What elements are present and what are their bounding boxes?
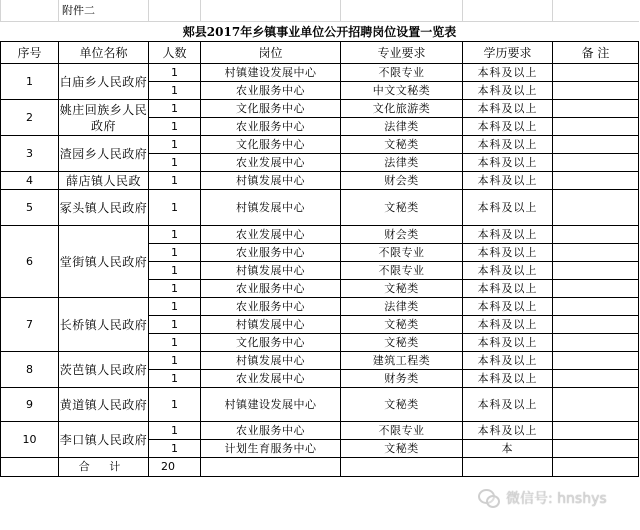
count-cell[interactable]: 1 <box>149 136 201 154</box>
major-cell[interactable]: 文秘类 <box>341 280 463 298</box>
seq-cell[interactable]: 6 <box>1 226 59 298</box>
position-cell[interactable]: 农业服务中心 <box>201 118 341 136</box>
major-cell[interactable]: 文秘类 <box>341 136 463 154</box>
total-row <box>1 458 639 477</box>
position-cell[interactable]: 文化服务中心 <box>201 334 341 352</box>
education-cell[interactable]: 本科及以上 <box>463 100 553 118</box>
education-cell[interactable]: 本科及以上 <box>463 262 553 280</box>
count-cell[interactable]: 1 <box>149 388 201 422</box>
position-cell[interactable]: 村镇发展中心 <box>201 316 341 334</box>
position-cell[interactable]: 文化服务中心 <box>201 136 341 154</box>
seq-cell[interactable]: 5 <box>1 190 59 226</box>
count-cell[interactable]: 1 <box>149 100 201 118</box>
major-cell[interactable]: 财会类 <box>341 226 463 244</box>
education-cell[interactable]: 本科及以上 <box>463 422 553 440</box>
seq-cell[interactable]: 1 <box>1 64 59 100</box>
total-seq-cell[interactable] <box>1 458 59 477</box>
cell-a1[interactable] <box>1 0 59 22</box>
count-cell[interactable]: 1 <box>149 352 201 370</box>
position-cell[interactable]: 农业发展中心 <box>201 226 341 244</box>
seq-cell[interactable]: 2 <box>1 100 59 136</box>
remarks-cell[interactable] <box>553 440 639 458</box>
position-cell[interactable]: 文化服务中心 <box>201 100 341 118</box>
count-cell[interactable]: 1 <box>149 298 201 316</box>
count-cell[interactable]: 1 <box>149 280 201 298</box>
header-seq[interactable]: 序号 <box>1 42 59 64</box>
education-cell[interactable]: 本科及以上 <box>463 370 553 388</box>
header-row <box>1 42 639 64</box>
remarks-cell[interactable] <box>553 298 639 316</box>
table-row <box>1 136 639 154</box>
table-row <box>1 190 639 226</box>
remarks-cell[interactable] <box>553 118 639 136</box>
remarks-cell[interactable] <box>553 64 639 82</box>
remarks-cell[interactable] <box>553 226 639 244</box>
header-unit[interactable]: 单位名称 <box>59 42 149 64</box>
seq-cell[interactable]: 4 <box>1 172 59 190</box>
major-cell[interactable]: 财务类 <box>341 370 463 388</box>
major-cell[interactable]: 文秘类 <box>341 316 463 334</box>
education-cell[interactable]: 本科及以上 <box>463 136 553 154</box>
position-cell[interactable]: 计划生育服务中心 <box>201 440 341 458</box>
count-cell[interactable]: 1 <box>149 190 201 226</box>
cell-f1[interactable] <box>463 0 553 22</box>
education-cell[interactable]: 本科及以上 <box>463 172 553 190</box>
header-remarks[interactable]: 备 注 <box>553 42 639 64</box>
major-cell[interactable]: 中文文秘类 <box>341 82 463 100</box>
remarks-cell[interactable] <box>553 154 639 172</box>
table-row <box>1 64 639 82</box>
remarks-cell[interactable] <box>553 316 639 334</box>
total-major-cell[interactable] <box>341 458 463 477</box>
position-cell[interactable]: 村镇建设发展中心 <box>201 388 341 422</box>
education-cell[interactable]: 本科及以上 <box>463 244 553 262</box>
major-cell[interactable]: 文化旅游类 <box>341 100 463 118</box>
remarks-cell[interactable] <box>553 422 639 440</box>
position-cell[interactable]: 农业服务中心 <box>201 82 341 100</box>
unit-cell[interactable]: 茨芭镇人民政府 <box>59 352 149 388</box>
remarks-cell[interactable] <box>553 370 639 388</box>
annex-label[interactable]: 附件二 <box>59 0 149 22</box>
cell-c1[interactable] <box>149 0 201 22</box>
major-cell[interactable]: 文秘类 <box>341 388 463 422</box>
unit-cell[interactable]: 黄道镇人民政府 <box>59 388 149 422</box>
seq-cell[interactable]: 9 <box>1 388 59 422</box>
education-cell[interactable]: 本科及以上 <box>463 190 553 226</box>
seq-cell[interactable]: 3 <box>1 136 59 172</box>
major-cell[interactable]: 文秘类 <box>341 440 463 458</box>
sheet-title[interactable]: 郏县2017年乡镇事业单位公开招聘岗位设置一览表 <box>182 24 457 39</box>
table-row <box>1 388 639 422</box>
major-cell[interactable]: 不限专业 <box>341 422 463 440</box>
total-remarks-cell[interactable] <box>553 458 639 477</box>
count-cell[interactable]: 1 <box>149 64 201 82</box>
position-cell[interactable]: 农业服务中心 <box>201 280 341 298</box>
count-cell[interactable]: 1 <box>149 422 201 440</box>
position-cell[interactable]: 村镇发展中心 <box>201 190 341 226</box>
table-row <box>1 352 639 370</box>
annex-row <box>1 0 639 22</box>
unit-cell[interactable]: 冢头镇人民政府 <box>59 190 149 226</box>
education-cell[interactable]: 本科及以上 <box>463 64 553 82</box>
remarks-cell[interactable] <box>553 280 639 298</box>
education-cell[interactable]: 本科及以上 <box>463 82 553 100</box>
seq-cell[interactable]: 7 <box>1 298 59 352</box>
position-cell[interactable]: 农业服务中心 <box>201 298 341 316</box>
count-cell[interactable]: 1 <box>149 154 201 172</box>
remarks-cell[interactable] <box>553 244 639 262</box>
remarks-cell[interactable] <box>553 334 639 352</box>
remarks-cell[interactable] <box>553 82 639 100</box>
remarks-cell[interactable] <box>553 352 639 370</box>
education-cell[interactable]: 本科及以上 <box>463 298 553 316</box>
count-cell[interactable]: 1 <box>149 118 201 136</box>
major-cell[interactable]: 不限专业 <box>341 244 463 262</box>
seq-cell[interactable]: 10 <box>1 422 59 458</box>
remarks-cell[interactable] <box>553 262 639 280</box>
unit-cell[interactable]: 长桥镇人民政府 <box>59 298 149 352</box>
table-row <box>1 298 639 316</box>
count-cell[interactable]: 1 <box>149 316 201 334</box>
count-cell[interactable]: 1 <box>149 244 201 262</box>
unit-cell[interactable]: 堂街镇人民政府 <box>59 226 149 298</box>
header-count[interactable]: 人数 <box>149 42 201 64</box>
education-cell[interactable]: 本科及以上 <box>463 334 553 352</box>
major-cell[interactable]: 文秘类 <box>341 190 463 226</box>
education-cell[interactable]: 本科及以上 <box>463 118 553 136</box>
cell-g1[interactable] <box>553 0 639 22</box>
header-education[interactable]: 学历要求 <box>463 42 553 64</box>
wechat-icon <box>478 489 500 507</box>
unit-cell[interactable]: 李口镇人民政府 <box>59 422 149 458</box>
major-cell[interactable]: 法律类 <box>341 118 463 136</box>
count-cell[interactable]: 1 <box>149 334 201 352</box>
total-label[interactable]: 合 计 <box>59 458 149 477</box>
major-cell[interactable]: 法律类 <box>341 154 463 172</box>
major-cell[interactable]: 文秘类 <box>341 334 463 352</box>
total-value[interactable]: 20 <box>149 458 201 477</box>
position-cell[interactable]: 农业发展中心 <box>201 154 341 172</box>
unit-cell[interactable]: 白庙乡人民政府 <box>59 64 149 100</box>
education-cell[interactable]: 本科及以上 <box>463 316 553 334</box>
education-cell[interactable]: 本科及以上 <box>463 226 553 244</box>
major-cell[interactable]: 财会类 <box>341 172 463 190</box>
count-cell[interactable]: 1 <box>149 262 201 280</box>
position-cell[interactable]: 村镇发展中心 <box>201 352 341 370</box>
remarks-cell[interactable] <box>553 388 639 422</box>
header-major[interactable]: 专业要求 <box>341 42 463 64</box>
header-position[interactable]: 岗位 <box>201 42 341 64</box>
table-row <box>1 226 639 244</box>
remarks-cell[interactable] <box>553 136 639 154</box>
table-row <box>1 172 639 190</box>
count-cell[interactable]: 1 <box>149 226 201 244</box>
count-cell[interactable]: 1 <box>149 82 201 100</box>
position-cell[interactable]: 村镇发展中心 <box>201 262 341 280</box>
remarks-cell[interactable] <box>553 190 639 226</box>
position-cell[interactable]: 农业发展中心 <box>201 370 341 388</box>
education-cell[interactable]: 本 <box>463 440 553 458</box>
education-cell[interactable]: 本科及以上 <box>463 388 553 422</box>
position-cell[interactable]: 农业服务中心 <box>201 422 341 440</box>
position-cell[interactable]: 农业服务中心 <box>201 244 341 262</box>
major-cell[interactable]: 法律类 <box>341 298 463 316</box>
unit-cell[interactable]: 渣园乡人民政府 <box>59 136 149 172</box>
cell-e1[interactable] <box>341 0 463 22</box>
education-cell[interactable]: 本科及以上 <box>463 352 553 370</box>
count-cell[interactable]: 1 <box>149 172 201 190</box>
count-cell[interactable]: 1 <box>149 370 201 388</box>
total-education-cell[interactable] <box>463 458 553 477</box>
position-cell[interactable]: 村镇发展中心 <box>201 172 341 190</box>
count-cell[interactable]: 1 <box>149 440 201 458</box>
cell-d1[interactable] <box>201 0 341 22</box>
seq-cell[interactable]: 8 <box>1 352 59 388</box>
remarks-cell[interactable] <box>553 172 639 190</box>
watermark-text: 微信号: hnshys <box>506 491 607 507</box>
unit-cell[interactable]: 姚庄回族乡人民政府 <box>59 100 149 136</box>
education-cell[interactable]: 本科及以上 <box>463 280 553 298</box>
table-row <box>1 422 639 440</box>
remarks-cell[interactable] <box>553 100 639 118</box>
unit-cell[interactable]: 薛店镇人民政 <box>59 172 149 190</box>
education-cell[interactable]: 本科及以上 <box>463 154 553 172</box>
major-cell[interactable]: 不限专业 <box>341 64 463 82</box>
watermark <box>478 486 638 510</box>
table-row <box>1 100 639 118</box>
total-position-cell[interactable] <box>201 458 341 477</box>
major-cell[interactable]: 不限专业 <box>341 262 463 280</box>
title-row <box>1 22 639 42</box>
position-cell[interactable]: 村镇建设发展中心 <box>201 64 341 82</box>
major-cell[interactable]: 建筑工程类 <box>341 352 463 370</box>
